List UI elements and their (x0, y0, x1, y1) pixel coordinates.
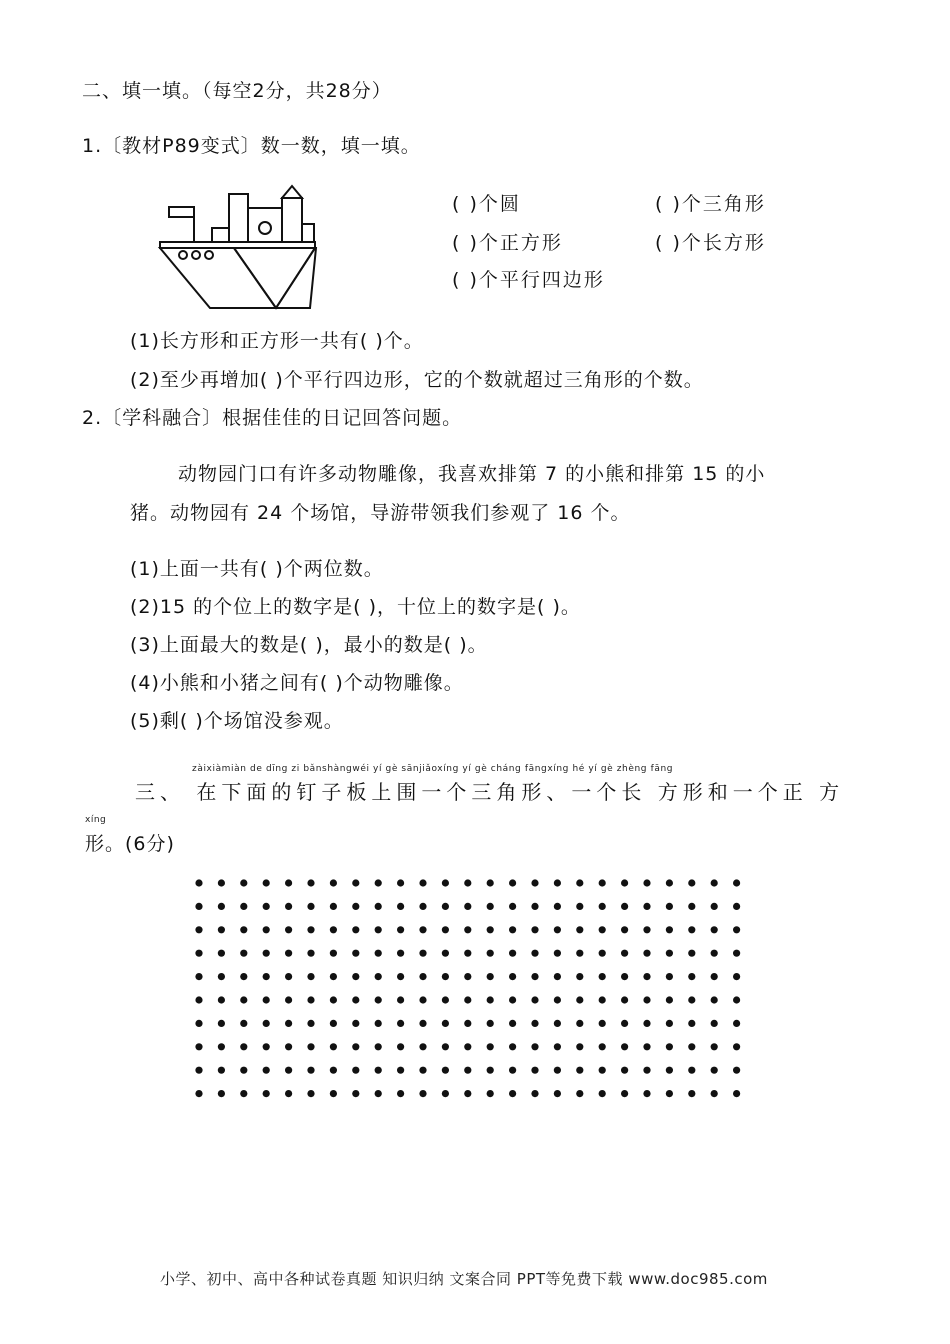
peg-dot[interactable] (442, 926, 449, 933)
peg-dot[interactable] (419, 926, 426, 933)
peg-dot[interactable] (195, 903, 202, 910)
peg-dot[interactable] (643, 903, 650, 910)
ship-square (248, 208, 282, 242)
peg-dot[interactable] (195, 996, 202, 1003)
peg-dot[interactable] (195, 879, 202, 886)
peg-dot[interactable] (307, 973, 314, 980)
ship-hull-right (276, 248, 316, 308)
peg-dot[interactable] (419, 1020, 426, 1027)
peg-dot[interactable] (643, 879, 650, 886)
peg-dot[interactable] (554, 950, 561, 957)
peg-dot[interactable] (711, 903, 718, 910)
peg-dot[interactable] (576, 926, 583, 933)
peg-dot[interactable] (442, 1020, 449, 1027)
peg-dot[interactable] (599, 879, 606, 886)
peg-dot[interactable] (375, 973, 382, 980)
peg-dot[interactable] (688, 1043, 695, 1050)
footer-text: 小学、初中、高中各种试卷真题 知识归纳 文案合同 PPT等免费下载 www.doc985.com (160, 1270, 768, 1288)
peg-dot[interactable] (240, 879, 247, 886)
peg-dot[interactable] (464, 1020, 471, 1027)
section3-pinyin-2: xíng (85, 815, 107, 825)
peg-dot[interactable] (330, 926, 337, 933)
peg-dot[interactable] (464, 926, 471, 933)
peg-dot[interactable] (397, 1090, 404, 1097)
peg-dot[interactable] (643, 996, 650, 1003)
peg-dot[interactable] (688, 950, 695, 957)
peg-dot[interactable] (733, 1067, 740, 1074)
peg-dot[interactable] (487, 1067, 494, 1074)
peg-dot[interactable] (576, 903, 583, 910)
peg-board[interactable] (186, 870, 766, 1102)
peg-dot[interactable] (621, 1090, 628, 1097)
peg-dot[interactable] (464, 879, 471, 886)
peg-dot[interactable] (487, 996, 494, 1003)
peg-dot[interactable] (375, 996, 382, 1003)
diary-line-1: 动物园门口有许多动物雕像，我喜欢排第 7 的小熊和排第 15 的小 (178, 463, 766, 485)
peg-dot[interactable] (531, 1020, 538, 1027)
section3-title-line1: 三、 在下面的钉子板上围一个三角形、一个长 方形和一个正 方 (135, 780, 845, 804)
peg-dot[interactable] (419, 1043, 426, 1050)
peg-dot[interactable] (733, 879, 740, 886)
peg-dot[interactable] (554, 903, 561, 910)
peg-dot[interactable] (307, 996, 314, 1003)
peg-dot[interactable] (554, 1090, 561, 1097)
peg-dot[interactable] (487, 1090, 494, 1097)
peg-dot[interactable] (375, 950, 382, 957)
peg-dot[interactable] (554, 996, 561, 1003)
peg-dot[interactable] (531, 973, 538, 980)
peg-dot[interactable] (195, 950, 202, 957)
peg-dot[interactable] (666, 879, 673, 886)
peg-dot[interactable] (688, 973, 695, 980)
peg-dot[interactable] (307, 950, 314, 957)
ship-tower-roof-triangle (282, 186, 302, 198)
ship-porthole (205, 251, 213, 259)
peg-dot[interactable] (576, 879, 583, 886)
peg-dot[interactable] (330, 903, 337, 910)
peg-dot[interactable] (263, 879, 270, 886)
peg-dot[interactable] (733, 903, 740, 910)
ship-cabin-rect (212, 228, 229, 242)
peg-dot[interactable] (711, 1020, 718, 1027)
peg-dot[interactable] (509, 1090, 516, 1097)
peg-dot[interactable] (531, 1067, 538, 1074)
peg-dot[interactable] (263, 950, 270, 957)
peg-dot[interactable] (397, 903, 404, 910)
peg-dot[interactable] (509, 1020, 516, 1027)
peg-dot[interactable] (195, 1043, 202, 1050)
peg-dot[interactable] (599, 973, 606, 980)
peg-dot[interactable] (352, 903, 359, 910)
peg-dot[interactable] (666, 973, 673, 980)
peg-dot[interactable] (375, 1090, 382, 1097)
peg-dot[interactable] (375, 1043, 382, 1050)
peg-dot[interactable] (330, 1020, 337, 1027)
peg-dot[interactable] (419, 996, 426, 1003)
peg-dot[interactable] (218, 1067, 225, 1074)
peg-dot[interactable] (330, 1043, 337, 1050)
peg-dot[interactable] (666, 1090, 673, 1097)
ship-tower-body (282, 198, 302, 242)
peg-dot[interactable] (464, 973, 471, 980)
peg-dot[interactable] (218, 1020, 225, 1027)
ship-flag-rect (169, 207, 194, 217)
peg-dot[interactable] (307, 926, 314, 933)
peg-dot[interactable] (195, 1067, 202, 1074)
peg-dot[interactable] (397, 1067, 404, 1074)
q1-fill-circles: ( )个圆 (452, 193, 521, 215)
peg-dot[interactable] (195, 926, 202, 933)
peg-dot[interactable] (330, 1067, 337, 1074)
peg-dot[interactable] (599, 950, 606, 957)
peg-dot[interactable] (509, 879, 516, 886)
peg-dot[interactable] (240, 1067, 247, 1074)
peg-dot[interactable] (195, 1020, 202, 1027)
ship-porthole (179, 251, 187, 259)
peg-dot[interactable] (711, 996, 718, 1003)
ship-hull-middle-triangle (234, 248, 315, 308)
peg-dot[interactable] (218, 879, 225, 886)
peg-dot[interactable] (240, 996, 247, 1003)
peg-dot[interactable] (240, 926, 247, 933)
peg-dot[interactable] (263, 926, 270, 933)
peg-dot[interactable] (733, 1090, 740, 1097)
peg-dot[interactable] (285, 903, 292, 910)
peg-dot[interactable] (531, 1043, 538, 1050)
peg-dot[interactable] (576, 1067, 583, 1074)
peg-dot[interactable] (195, 973, 202, 980)
peg-dot[interactable] (240, 1090, 247, 1097)
peg-dot[interactable] (285, 1067, 292, 1074)
peg-dot[interactable] (397, 1043, 404, 1050)
peg-dot[interactable] (464, 903, 471, 910)
peg-dot[interactable] (218, 1043, 225, 1050)
peg-dot[interactable] (397, 950, 404, 957)
peg-dot[interactable] (711, 950, 718, 957)
peg-dot[interactable] (688, 1067, 695, 1074)
peg-dot[interactable] (733, 1020, 740, 1027)
peg-dot[interactable] (330, 973, 337, 980)
peg-dot[interactable] (621, 926, 628, 933)
peg-dot[interactable] (464, 1090, 471, 1097)
peg-dot[interactable] (307, 1020, 314, 1027)
peg-dot[interactable] (643, 1043, 650, 1050)
peg-dot[interactable] (487, 879, 494, 886)
peg-dot[interactable] (218, 973, 225, 980)
peg-dot[interactable] (240, 973, 247, 980)
peg-dot[interactable] (599, 926, 606, 933)
peg-dot[interactable] (576, 1090, 583, 1097)
peg-dot[interactable] (531, 926, 538, 933)
peg-dot[interactable] (419, 903, 426, 910)
peg-dot[interactable] (554, 1067, 561, 1074)
q1-title: 1.〔教材P89变式〕数一数，填一填。 (82, 135, 421, 157)
peg-dot[interactable] (285, 926, 292, 933)
peg-dot[interactable] (352, 950, 359, 957)
peg-dot[interactable] (509, 973, 516, 980)
peg-dot[interactable] (643, 1067, 650, 1074)
peg-dot[interactable] (576, 950, 583, 957)
peg-dot[interactable] (307, 1043, 314, 1050)
peg-dot[interactable] (487, 1020, 494, 1027)
peg-dot[interactable] (442, 879, 449, 886)
peg-dot[interactable] (375, 903, 382, 910)
peg-dot[interactable] (330, 996, 337, 1003)
peg-dot[interactable] (240, 1043, 247, 1050)
peg-dot[interactable] (621, 1020, 628, 1027)
peg-dot[interactable] (307, 1067, 314, 1074)
peg-dot[interactable] (711, 926, 718, 933)
ship-right-rect (302, 224, 314, 242)
peg-dot[interactable] (442, 1090, 449, 1097)
peg-dot[interactable] (397, 879, 404, 886)
peg-dot[interactable] (419, 973, 426, 980)
peg-dot[interactable] (509, 926, 516, 933)
peg-dot[interactable] (218, 926, 225, 933)
peg-dot[interactable] (263, 1043, 270, 1050)
peg-dot[interactable] (688, 926, 695, 933)
peg-dot[interactable] (464, 950, 471, 957)
peg-dot[interactable] (554, 926, 561, 933)
peg-dot[interactable] (666, 1020, 673, 1027)
peg-dot[interactable] (531, 950, 538, 957)
peg-dot[interactable] (442, 973, 449, 980)
peg-dot[interactable] (621, 950, 628, 957)
peg-dot[interactable] (711, 973, 718, 980)
ship-porthole (192, 251, 200, 259)
peg-dot[interactable] (599, 1067, 606, 1074)
q1-fill-squares: ( )个正方形 (452, 232, 563, 254)
peg-dot[interactable] (419, 1090, 426, 1097)
peg-dot[interactable] (240, 903, 247, 910)
peg-dot[interactable] (599, 1090, 606, 1097)
peg-dot[interactable] (599, 903, 606, 910)
ship-tower-rect (229, 194, 248, 242)
peg-dot[interactable] (621, 879, 628, 886)
section3-pinyin: zàixiàmiàn de dīng zi bǎnshàngwéi yí gè sānjiǎoxíng yí gè cháng fāngxíng hé yí gè zhèng fāng (192, 764, 674, 774)
peg-dot[interactable] (330, 950, 337, 957)
peg-dot[interactable] (218, 903, 225, 910)
peg-dot[interactable] (733, 996, 740, 1003)
peg-dot[interactable] (285, 996, 292, 1003)
peg-dot[interactable] (352, 973, 359, 980)
peg-dot[interactable] (442, 903, 449, 910)
peg-dot[interactable] (621, 903, 628, 910)
ship-hull-left (160, 248, 276, 308)
peg-dot[interactable] (487, 926, 494, 933)
peg-dot[interactable] (442, 1067, 449, 1074)
peg-dot[interactable] (307, 1090, 314, 1097)
peg-dot[interactable] (733, 973, 740, 980)
peg-dot[interactable] (487, 973, 494, 980)
peg-dot[interactable] (352, 1090, 359, 1097)
peg-dot[interactable] (352, 1043, 359, 1050)
peg-dot[interactable] (307, 903, 314, 910)
peg-dot[interactable] (531, 1090, 538, 1097)
peg-dot[interactable] (643, 1020, 650, 1027)
peg-dot[interactable] (666, 1067, 673, 1074)
peg-dot[interactable] (666, 926, 673, 933)
peg-dot[interactable] (195, 1090, 202, 1097)
peg-dot[interactable] (621, 1043, 628, 1050)
peg-dot[interactable] (576, 973, 583, 980)
q1-fill-parallelograms: ( )个平行四边形 (452, 269, 605, 291)
peg-dot[interactable] (218, 950, 225, 957)
peg-dot[interactable] (263, 996, 270, 1003)
peg-dot[interactable] (621, 1067, 628, 1074)
peg-dot[interactable] (375, 879, 382, 886)
peg-dot[interactable] (666, 996, 673, 1003)
peg-dot[interactable] (688, 879, 695, 886)
peg-dot[interactable] (419, 950, 426, 957)
peg-dot[interactable] (576, 996, 583, 1003)
peg-dot[interactable] (509, 1067, 516, 1074)
peg-dot[interactable] (531, 879, 538, 886)
peg-dot[interactable] (711, 1090, 718, 1097)
peg-dot[interactable] (442, 950, 449, 957)
peg-dot[interactable] (240, 950, 247, 957)
peg-dot[interactable] (509, 1043, 516, 1050)
q1-sub2: (2)至少再增加( )个平行四边形，它的个数就超过三角形的个数。 (130, 369, 704, 391)
peg-dot[interactable] (263, 903, 270, 910)
peg-dot[interactable] (576, 1020, 583, 1027)
peg-dot[interactable] (285, 879, 292, 886)
peg-dot[interactable] (419, 879, 426, 886)
q2-title: 2.〔学科融合〕根据佳佳的日记回答问题。 (82, 407, 463, 429)
peg-dot[interactable] (352, 926, 359, 933)
peg-dot[interactable] (375, 1020, 382, 1027)
peg-dot[interactable] (711, 879, 718, 886)
peg-dot[interactable] (397, 996, 404, 1003)
peg-dot[interactable] (509, 996, 516, 1003)
section3-title-line2: 形。(6分) (85, 833, 175, 855)
ship-window-circle (259, 222, 271, 234)
peg-dot[interactable] (621, 973, 628, 980)
peg-dot[interactable] (643, 973, 650, 980)
peg-dot[interactable] (263, 1090, 270, 1097)
peg-dot[interactable] (688, 1090, 695, 1097)
peg-dot[interactable] (218, 1090, 225, 1097)
peg-dot[interactable] (711, 1043, 718, 1050)
peg-dot[interactable] (307, 879, 314, 886)
peg-dot[interactable] (352, 879, 359, 886)
peg-dot[interactable] (487, 903, 494, 910)
q1-sub1: (1)长方形和正方形一共有( )个。 (130, 330, 424, 352)
peg-dot[interactable] (554, 879, 561, 886)
peg-dot[interactable] (352, 1020, 359, 1027)
peg-dot[interactable] (285, 1043, 292, 1050)
q2-sub4: (4)小熊和小猪之间有( )个动物雕像。 (130, 672, 464, 694)
peg-dot[interactable] (397, 973, 404, 980)
peg-dot[interactable] (576, 1043, 583, 1050)
peg-dot[interactable] (531, 996, 538, 1003)
peg-dot[interactable] (733, 950, 740, 957)
peg-dot[interactable] (285, 1090, 292, 1097)
peg-dot[interactable] (419, 1067, 426, 1074)
q2-sub2: (2)15 的个位上的数字是( )，十位上的数字是( )。 (130, 596, 581, 618)
peg-dot[interactable] (263, 973, 270, 980)
peg-dot[interactable] (666, 1043, 673, 1050)
peg-dot[interactable] (599, 996, 606, 1003)
peg-dot[interactable] (688, 1020, 695, 1027)
peg-dot[interactable] (643, 1090, 650, 1097)
peg-dot[interactable] (352, 1067, 359, 1074)
peg-dot[interactable] (375, 1067, 382, 1074)
peg-dot[interactable] (487, 1043, 494, 1050)
peg-dot[interactable] (733, 1043, 740, 1050)
peg-dot[interactable] (666, 903, 673, 910)
peg-dot[interactable] (263, 1067, 270, 1074)
diary-line-2: 猪。动物园有 24 个场馆，导游带领我们参观了 16 个。 (130, 502, 631, 524)
q2-sub5: (5)剩( )个场馆没参观。 (130, 710, 344, 732)
peg-dot[interactable] (464, 996, 471, 1003)
peg-dot[interactable] (733, 926, 740, 933)
peg-dot[interactable] (711, 1067, 718, 1074)
peg-dot[interactable] (599, 1043, 606, 1050)
peg-dot[interactable] (352, 996, 359, 1003)
peg-dot[interactable] (397, 1020, 404, 1027)
peg-dot[interactable] (554, 1020, 561, 1027)
q2-sub3: (3)上面最大的数是( )，最小的数是( )。 (130, 634, 488, 656)
peg-dot[interactable] (599, 1020, 606, 1027)
peg-dot[interactable] (554, 1043, 561, 1050)
peg-dot[interactable] (375, 926, 382, 933)
peg-dot[interactable] (487, 950, 494, 957)
peg-dot[interactable] (643, 950, 650, 957)
peg-dot[interactable] (509, 950, 516, 957)
peg-dot[interactable] (442, 996, 449, 1003)
peg-dot[interactable] (643, 926, 650, 933)
peg-dot[interactable] (688, 903, 695, 910)
peg-dot[interactable] (285, 973, 292, 980)
peg-dot[interactable] (554, 973, 561, 980)
peg-dot[interactable] (509, 903, 516, 910)
ship-figure (150, 178, 325, 313)
peg-dot[interactable] (218, 996, 225, 1003)
q1-fill-triangles: ( )个三角形 (655, 193, 766, 215)
q2-sub1: (1)上面一共有( )个两位数。 (130, 558, 384, 580)
peg-dot[interactable] (464, 1067, 471, 1074)
section2-title: 二、填一填。（每空2分，共28分） (82, 80, 392, 102)
peg-dot[interactable] (531, 903, 538, 910)
peg-dot[interactable] (621, 996, 628, 1003)
peg-dot[interactable] (464, 1043, 471, 1050)
peg-dot[interactable] (330, 1090, 337, 1097)
peg-dot[interactable] (285, 950, 292, 957)
peg-dot[interactable] (666, 950, 673, 957)
q1-fill-rectangles: ( )个长方形 (655, 232, 766, 254)
peg-dot[interactable] (285, 1020, 292, 1027)
peg-dot[interactable] (442, 1043, 449, 1050)
peg-dot[interactable] (330, 879, 337, 886)
peg-dot[interactable] (240, 1020, 247, 1027)
peg-dot[interactable] (688, 996, 695, 1003)
peg-dot[interactable] (397, 926, 404, 933)
peg-dot[interactable] (263, 1020, 270, 1027)
